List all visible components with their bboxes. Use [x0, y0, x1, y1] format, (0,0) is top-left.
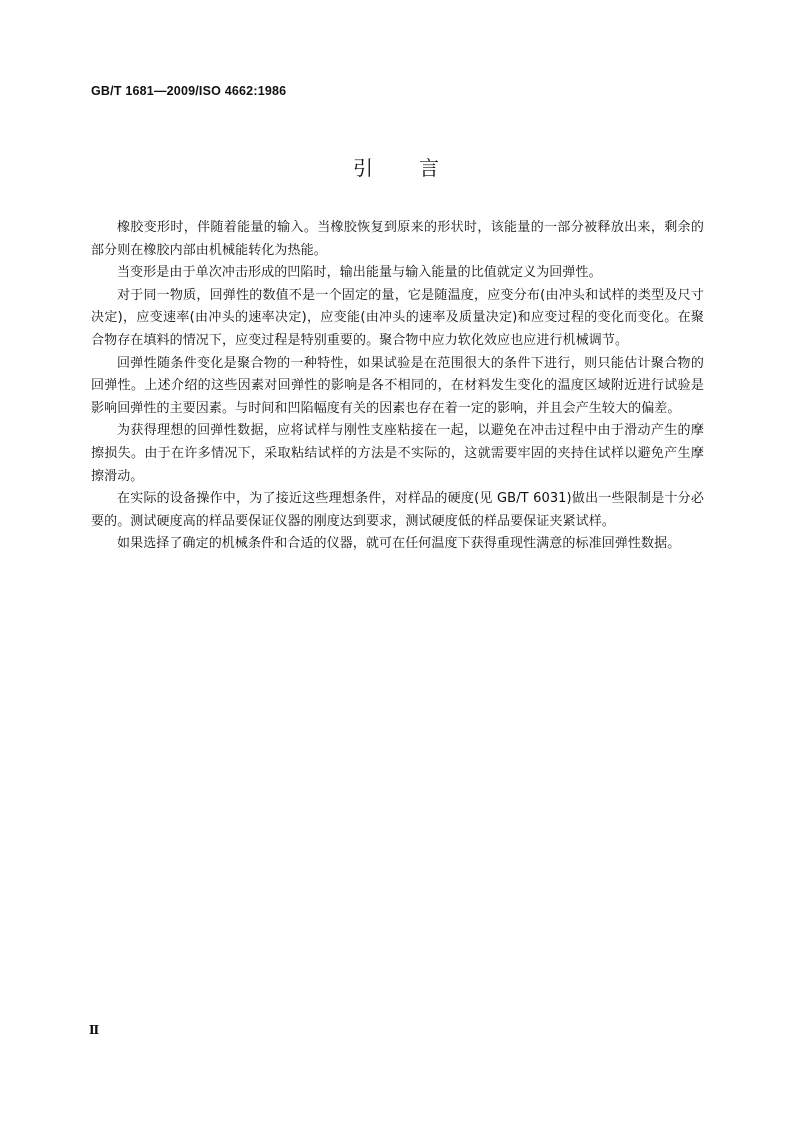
- paragraph-6: 在实际的设备操作中，为了接近这些理想条件，对样品的硬度(见 GB/T 6031)做出一些限制是十分必要的。测试硬度高的样品要保证仪器的刚度达到要求，测试硬度低的样品要保证夹紧试样。: [91, 491, 704, 529]
- page-number: Ⅱ: [89, 1023, 100, 1037]
- paragraph-5: 为获得理想的回弹性数据，应将试样与刚性支座粘接在一起，以避免在冲击过程中由于滑动产生的摩擦损失。由于在许多情况下，采取粘结试样的方法是不实际的，这就需要牢固的夹持住试样以避免产生摩擦滑动。: [91, 423, 704, 484]
- page-title: 引 言: [353, 156, 441, 180]
- standard-number-header: GB/T 1681—2009/ISO 4662:1986: [91, 84, 287, 98]
- paragraph-4: 回弹性随条件变化是聚合物的一种特性，如果试验是在范围很大的条件下进行，则只能估计聚合物的回弹性。上述介绍的这些因素对回弹性的影响是各不相同的，在材料发生变化的温度区域附近进行试验是影响回弹性的主要因素。与时间和凹陷幅度有关的因素也存在着一定的影响，并且会产生较大的偏差。: [91, 355, 704, 416]
- paragraph-3: 对于同一物质，回弹性的数值不是一个固定的量，它是随温度，应变分布(由冲头和试样的类型及尺寸决定)，应变速率(由冲头的速率决定)，应变能(由冲头的速率及质量决定)和应变过程的变化而变化。在聚合物存在填料的情况下，应变过程是特别重要的。聚合物中应力软化效应也应进行机械调节。: [91, 287, 704, 348]
- paragraph-7: 如果选择了确定的机械条件和合适的仪器，就可在任何温度下获得重现性满意的标准回弹性数据。: [117, 536, 681, 552]
- paragraph-1: 橡胶变形时，伴随着能量的输入。当橡胶恢复到原来的形状时，该能量的一部分被释放出来，剩余的部分则在橡胶内部由机械能转化为热能。: [91, 220, 704, 258]
- introduction-body: [91, 217, 704, 556]
- paragraph-2: 当变形是由于单次冲击形成的凹陷时，输出能量与输入能量的比值就定义为回弹性。: [117, 265, 602, 281]
